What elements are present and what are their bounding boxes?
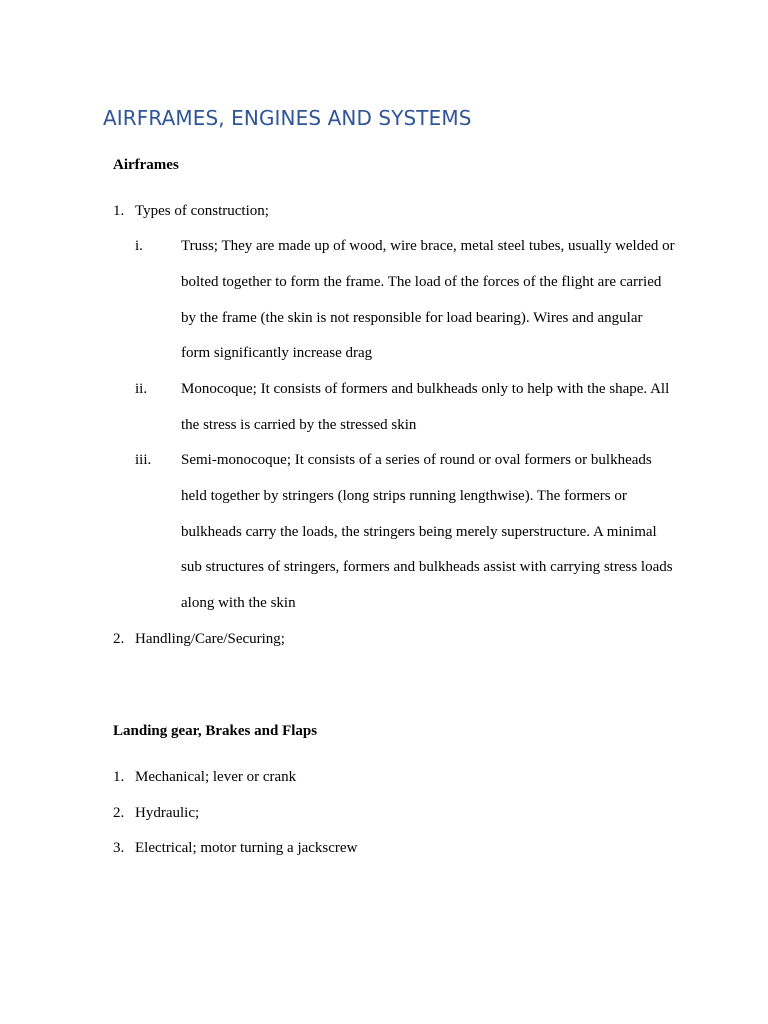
list-item [113,840,357,857]
sublist-line: bulkheads carry the loads, the stringers being merely superstructure. A minimal [181,524,657,540]
sublist-marker: iii. [135,452,152,468]
list-number: 2. [113,631,125,647]
sublist-line: held together by stringers (long strips running lengthwise). The formers or [181,488,627,504]
list-item-text: Electrical; motor turning a jackscrew [135,840,358,856]
sublist-line: bolted together to form the frame. The load of the forces of the flight are carried [181,274,662,290]
sublist-line: form significantly increase drag [181,345,373,361]
list-item-text: Handling/Care/Securing; [135,631,285,647]
list-item-text: Hydraulic; [135,805,200,821]
sublist-line: along with the skin [181,595,296,611]
sublist-line: Semi-monocoque; It consists of a series of round or oval formers or bulkheads [181,452,652,468]
list-number: 1. [113,203,125,219]
list-item [113,631,285,648]
list-number: 3. [113,840,125,856]
sublist-line: Truss; They are made up of wood, wire brace, metal steel tubes, usually welded or [181,238,675,254]
sublist-marker: ii. [135,381,148,397]
list-number: 2. [113,805,125,821]
section-heading-landing-gear: Landing gear, Brakes and Flaps [113,723,318,739]
list-item-text: Mechanical; lever or crank [135,769,297,785]
sublist-line: the stress is carried by the stressed skin [181,417,417,433]
list-item [113,769,296,786]
sublist-line: sub structures of stringers, formers and bulkheads assist with carrying stress loads [181,559,673,575]
list-number: 1. [113,769,125,785]
list-item [113,805,199,822]
sublist-marker: i. [135,238,143,254]
list-item-text: Types of construction; [135,203,269,219]
sublist-line: by the frame (the skin is not responsible for load bearing). Wires and angular [181,310,643,326]
list-item [113,203,269,220]
sublist-line: Monocoque; It consists of formers and bulkheads only to help with the shape. All [181,381,670,397]
document-title: AIRFRAMES, ENGINES AND SYSTEMS [103,106,472,130]
section-heading-airframes: Airframes [113,157,179,173]
